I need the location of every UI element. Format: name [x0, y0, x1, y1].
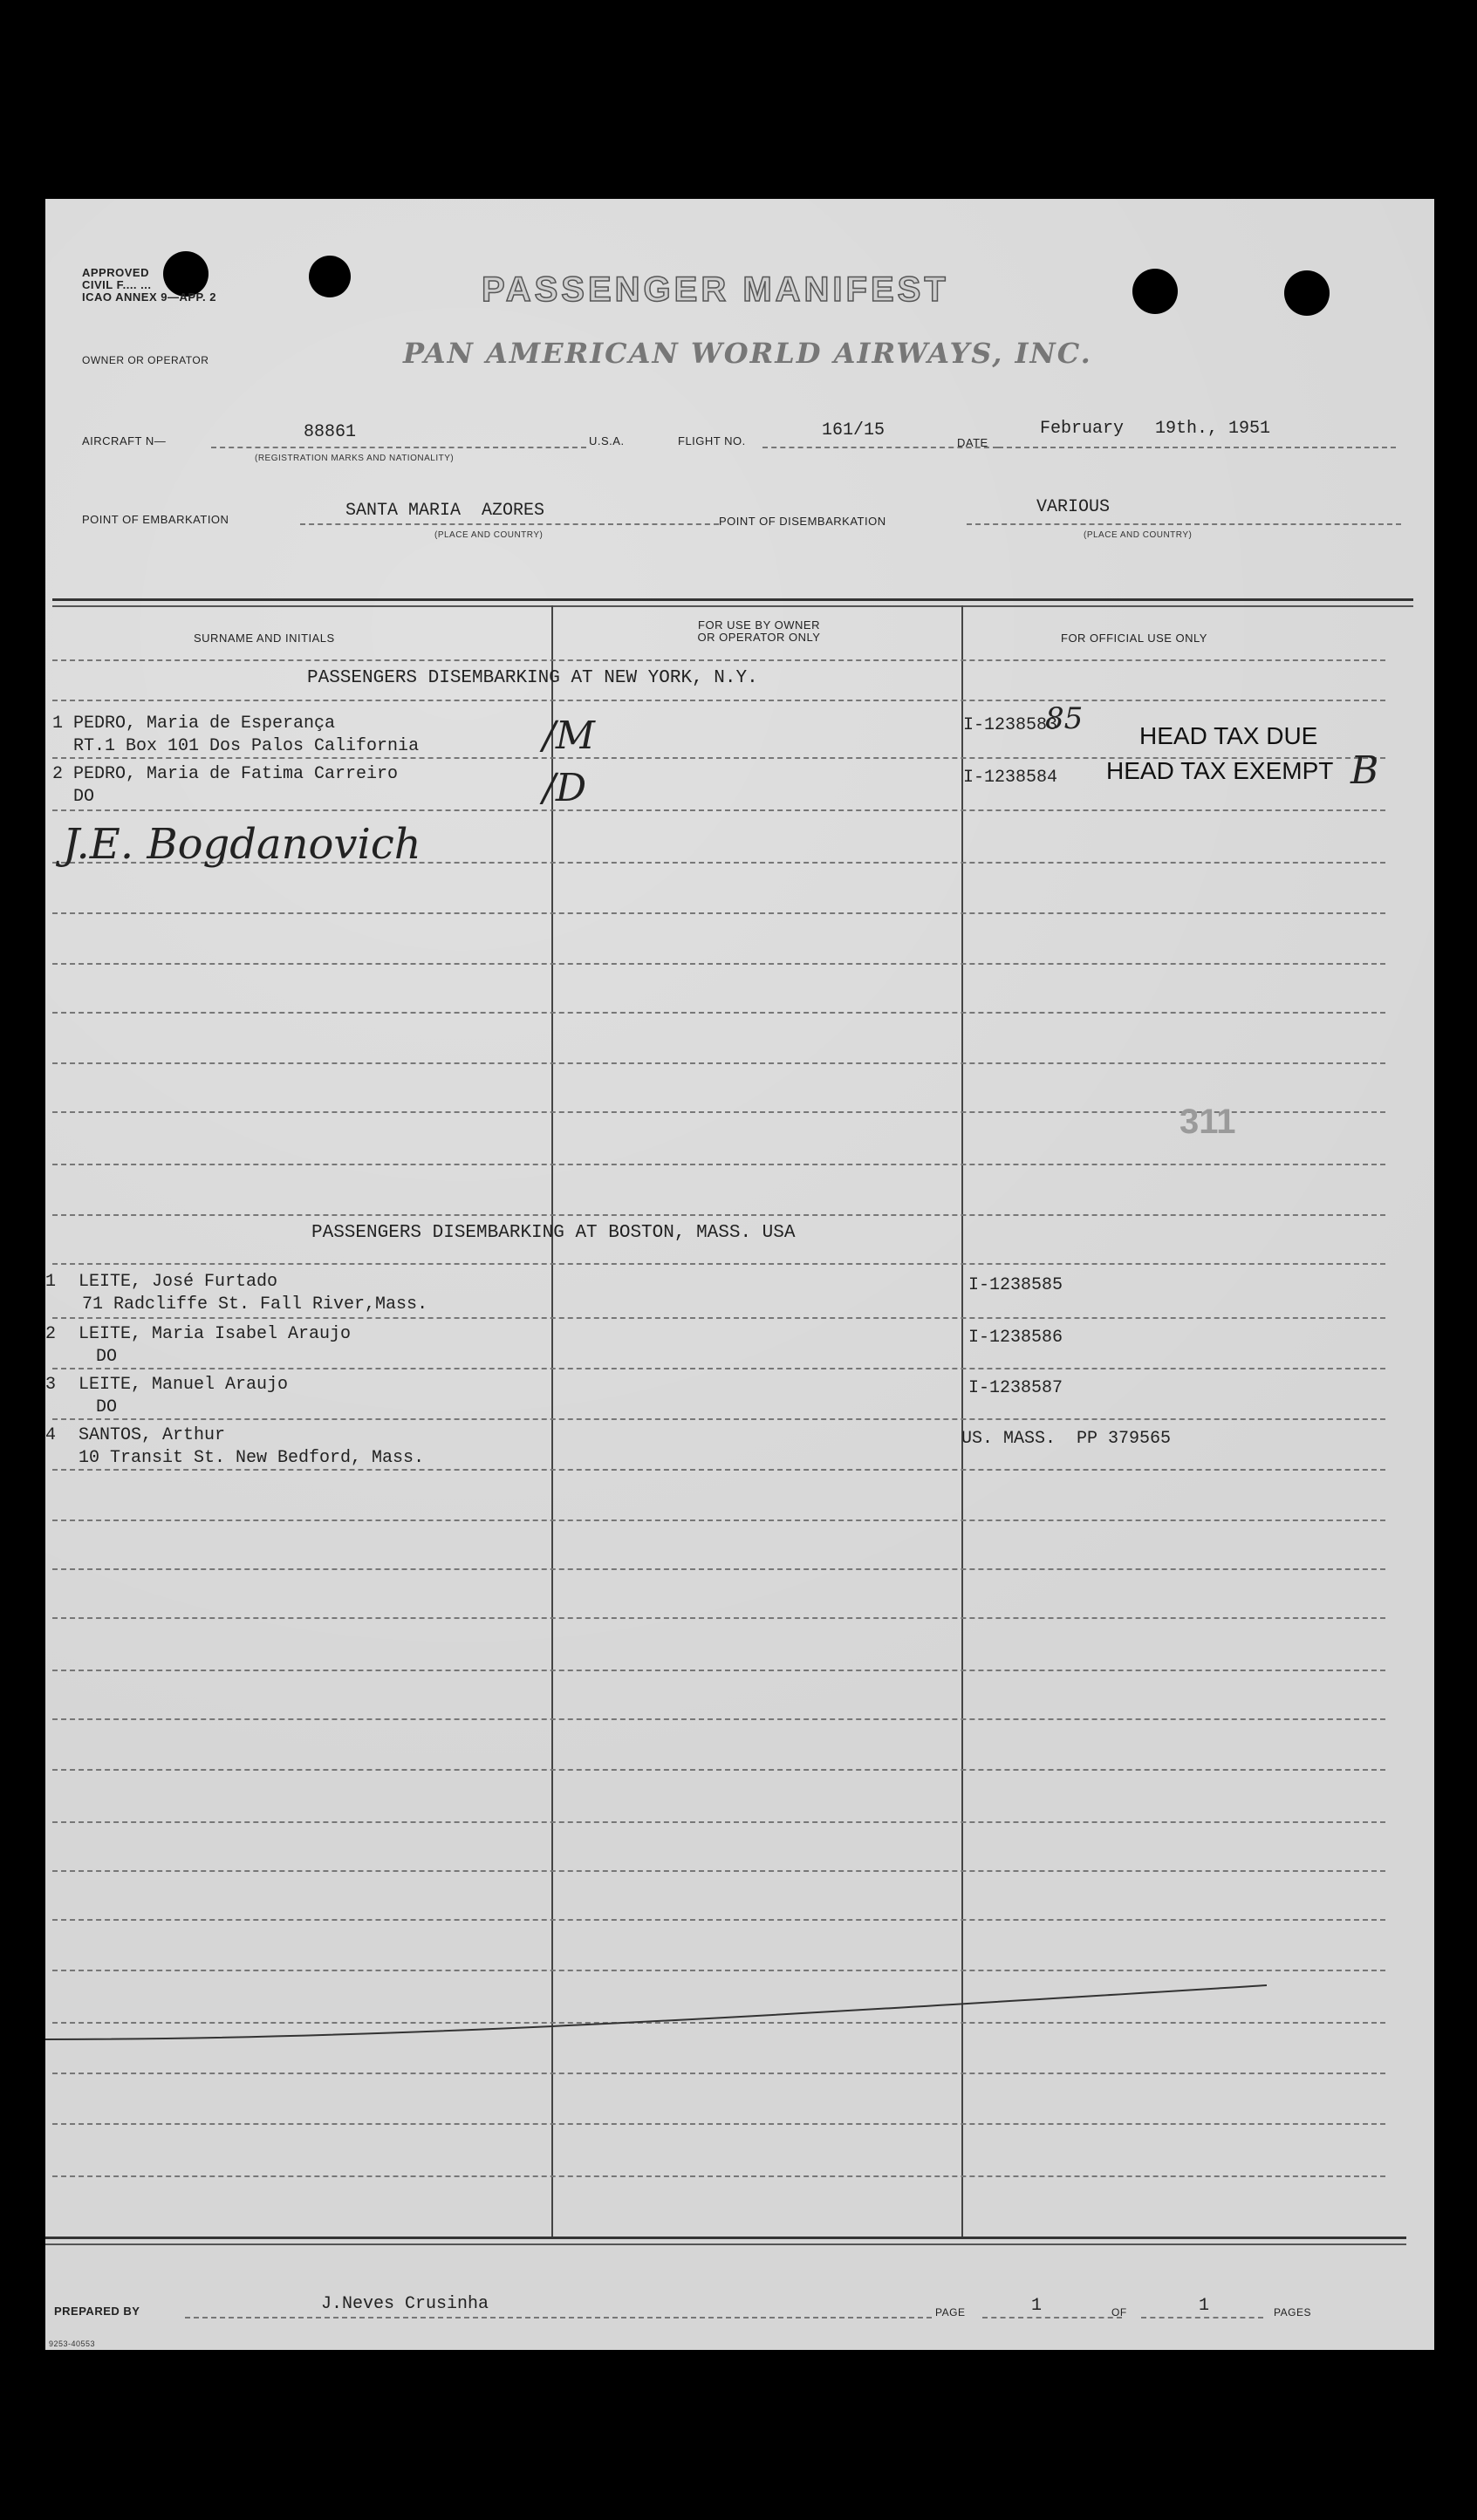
- ny-row-2-mark: /D: [543, 766, 587, 810]
- boston-row-1-address: 71 Radcliffe St. Fall River,Mass.: [82, 1294, 428, 1315]
- owner-label: OWNER OR OPERATOR: [82, 354, 209, 366]
- aircraft-label: AIRCRAFT N—: [82, 434, 167, 447]
- ny-row-2-name: PEDRO, Maria de Fatima Carreiro: [73, 764, 399, 784]
- punch-hole: [309, 256, 351, 297]
- boston-row-4-address: 10 Transit St. New Bedford, Mass.: [79, 1448, 425, 1468]
- form-number: 9253-40553: [49, 2339, 96, 2348]
- page-number: 1: [1031, 2296, 1043, 2316]
- ny-row-2-address: DO: [73, 787, 95, 807]
- table-row-line: [52, 1821, 1385, 1823]
- table-row-line: [52, 2073, 1385, 2074]
- flight-label: FLIGHT NO.: [678, 434, 746, 447]
- table-row-line: [52, 1870, 1385, 1872]
- boston-row-3-official: I-1238587: [968, 1378, 1063, 1398]
- table-row-line: [52, 1520, 1385, 1521]
- embarkation-value: SANTA MARIA AZORES: [345, 501, 545, 521]
- date-label: DATE: [957, 436, 988, 449]
- ny-row-1-number: 1: [52, 714, 64, 734]
- table-row-line: [52, 2175, 1385, 2177]
- table-row-line: [52, 1368, 1385, 1369]
- boston-row-3-address: DO: [96, 1397, 118, 1417]
- boston-row-4-official: US. MASS. PP 379565: [961, 1429, 1172, 1449]
- punch-hole: [1284, 270, 1330, 316]
- manifest-sheet: [45, 199, 1434, 2350]
- table-row-line: [52, 1012, 1385, 1014]
- table-row-line: [52, 1568, 1385, 1570]
- ny-row-2-number: 2: [52, 764, 64, 784]
- page-label: PAGE: [935, 2306, 966, 2319]
- section-heading-boston: PASSENGERS DISEMBARKING AT BOSTON, MASS. USA: [311, 1223, 796, 1243]
- approved-sub1: CIVIL F.... ...: [82, 278, 152, 291]
- ny-row-1-address: RT.1 Box 101 Dos Palos California: [73, 736, 420, 756]
- disembarkation-label: POINT OF DISEMBARKATION: [719, 515, 886, 528]
- total-pages: 1: [1199, 2296, 1210, 2316]
- table-row-line: [52, 1317, 1385, 1319]
- ny-row-1-official: I-1238583: [963, 715, 1058, 735]
- flight-number: 161/15: [822, 420, 886, 440]
- stray-pen-line: [45, 1978, 1267, 2048]
- disembarkation-value: VARIOUS: [1036, 497, 1111, 517]
- head-tax-exempt-stamp: HEAD TAX EXEMPT: [1106, 757, 1334, 784]
- prepared-by-value: J.Neves Crusinha: [321, 2294, 489, 2314]
- date-value: February 19th., 1951: [1040, 419, 1271, 439]
- column-header-owner-line2: OR OPERATOR ONLY: [697, 631, 821, 644]
- boston-row-2-address: DO: [96, 1347, 118, 1367]
- boston-row-4-number: 4: [45, 1425, 57, 1445]
- of-label: OF: [1111, 2306, 1127, 2319]
- boston-row-2-official: I-1238586: [968, 1328, 1063, 1348]
- table-row-line: [52, 2123, 1385, 2125]
- table-row-line: [52, 1919, 1385, 1921]
- ny-row-1-official-handwritten: 85: [1045, 701, 1084, 736]
- nationality: U.S.A.: [589, 434, 625, 447]
- boston-row-3-name: LEITE, Manuel Araujo: [79, 1375, 289, 1395]
- aircraft-sub-label: (REGISTRATION MARKS AND NATIONALITY): [255, 454, 455, 463]
- column-header-owner-line1: FOR USE BY OWNER: [698, 618, 820, 632]
- ny-row-1-mark: /M: [543, 714, 595, 758]
- table-row-line: [52, 1769, 1385, 1771]
- table-row-line: [52, 659, 1385, 661]
- disembarkation-sub-label: (PLACE AND COUNTRY): [1084, 530, 1193, 540]
- embarkation-label: POINT OF EMBARKATION: [82, 513, 229, 526]
- table-row-line: [52, 809, 1385, 811]
- signature: J.E. Bogdanovich: [63, 820, 421, 869]
- boston-row-2-name: LEITE, Maria Isabel Araujo: [79, 1324, 352, 1344]
- approved-label: APPROVED: [82, 266, 149, 279]
- table-row-line: [52, 1062, 1385, 1064]
- table-row-line: [52, 1970, 1385, 1971]
- ny-row-1-name: PEDRO, Maria de Esperança: [73, 714, 336, 734]
- approved-block: [82, 267, 216, 304]
- prepared-by-label: PREPARED BY: [54, 2305, 140, 2318]
- embarkation-sub-label: (PLACE AND COUNTRY): [434, 530, 544, 540]
- punch-hole: [1132, 269, 1178, 314]
- table-row-line: [52, 1164, 1385, 1165]
- column-header-official: FOR OFFICIAL USE ONLY: [1061, 632, 1207, 645]
- boston-row-3-number: 3: [45, 1375, 57, 1395]
- table-row-line: [52, 700, 1385, 701]
- aircraft-number: 88861: [304, 422, 357, 442]
- table-row-line: [52, 1718, 1385, 1720]
- boston-row-2-number: 2: [45, 1324, 57, 1344]
- section-heading-new-york: PASSENGERS DISEMBARKING AT NEW YORK, N.Y.: [307, 668, 758, 688]
- head-tax-due-stamp: HEAD TAX DUE: [1139, 722, 1318, 749]
- column-header-owner: [663, 619, 855, 644]
- boston-row-1-name: LEITE, José Furtado: [79, 1272, 278, 1292]
- table-row-line: [52, 1263, 1385, 1265]
- ny-row-2-official: I-1238584: [963, 768, 1058, 788]
- page-mark: 311: [1180, 1103, 1236, 1141]
- boston-row-1-number: 1: [45, 1272, 57, 1292]
- boston-row-4-name: SANTOS, Arthur: [79, 1425, 226, 1445]
- table-row-line: [52, 1670, 1385, 1671]
- table-row-line: [52, 1617, 1385, 1619]
- pages-label: PAGES: [1274, 2306, 1311, 2319]
- table-row-line: [52, 1469, 1385, 1471]
- column-header-surname: SURNAME AND INITIALS: [194, 632, 335, 645]
- operator-logo: PAN AMERICAN WORLD AIRWAYS, INC.: [403, 337, 1092, 370]
- form-title: PASSENGER MANIFEST: [482, 270, 949, 309]
- table-row-line: [52, 912, 1385, 914]
- stamp-initials: B: [1350, 748, 1379, 793]
- table-row-line: [52, 1418, 1385, 1420]
- boston-row-1-official: I-1238585: [968, 1275, 1063, 1295]
- table-row-line: [52, 1214, 1385, 1216]
- table-row-line: [52, 963, 1385, 965]
- approved-sub2: ICAO ANNEX 9—APP. 2: [82, 290, 216, 304]
